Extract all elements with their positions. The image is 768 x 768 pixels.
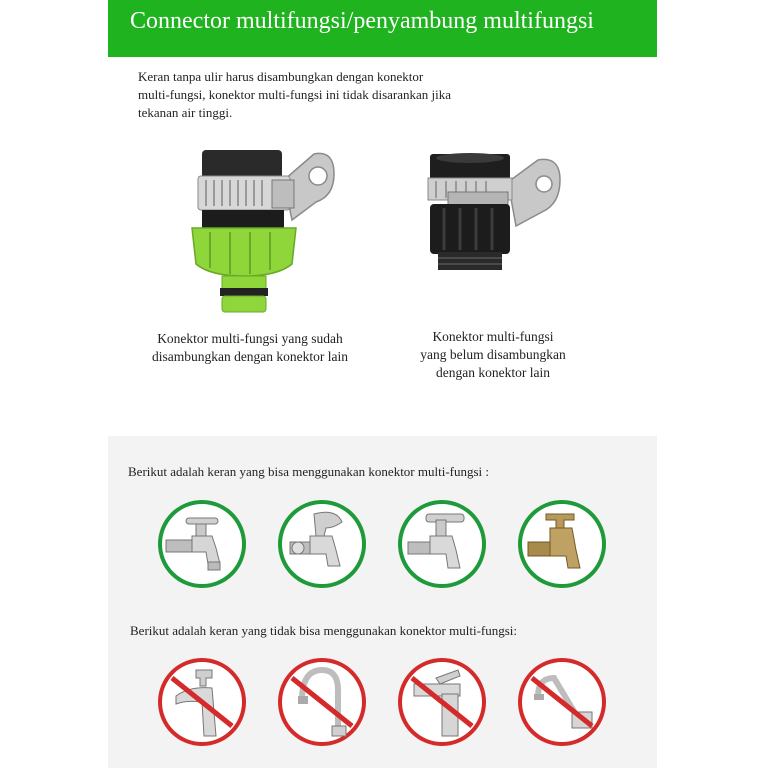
gooseneck-faucet-icon [276, 656, 368, 748]
intro-line: Keran tanpa ulir harus disambungkan dengan konektor [138, 69, 424, 84]
unconnected-connector-caption [380, 328, 606, 382]
connected-connector-image [188, 140, 338, 320]
square-basin-mixer-icon [396, 656, 488, 748]
basin-mixer-icon [156, 656, 248, 748]
caption-line: Konektor multi-fungsi yang sudah [157, 331, 343, 346]
compatible-title: Berikut adalah keran yang bisa menggunakan konektor multi-fungsi : [128, 464, 490, 479]
intro-paragraph [138, 68, 498, 122]
caption-line: disambungkan dengan konektor lain [151, 349, 349, 364]
brass-cross-tap-icon [516, 498, 608, 590]
bib-tap-icon [156, 498, 248, 590]
ornate-bib-tap-icon [276, 498, 368, 590]
swivel-spout-icon [516, 656, 608, 748]
lever-tap-icon [396, 498, 488, 590]
caption-line: Konektor multi-fungsi [432, 329, 554, 344]
connected-connector-caption [120, 330, 380, 366]
page-title: Connector multifungsi/penyambung multifungsi [130, 8, 594, 34]
unconnected-connector-image [420, 148, 570, 278]
intro-line: multi-fungsi, konektor multi-fungsi ini tidak disarankan jika [138, 87, 452, 102]
caption-line: dengan konektor lain [436, 365, 550, 380]
caption-line: yang belum disambungkan [420, 347, 566, 362]
incompatible-title: Berikut adalah keran yang tidak bisa menggunakan konektor multi-fungsi: [130, 623, 518, 638]
header-banner [108, 0, 657, 57]
intro-line: tekanan air tinggi. [138, 105, 233, 120]
